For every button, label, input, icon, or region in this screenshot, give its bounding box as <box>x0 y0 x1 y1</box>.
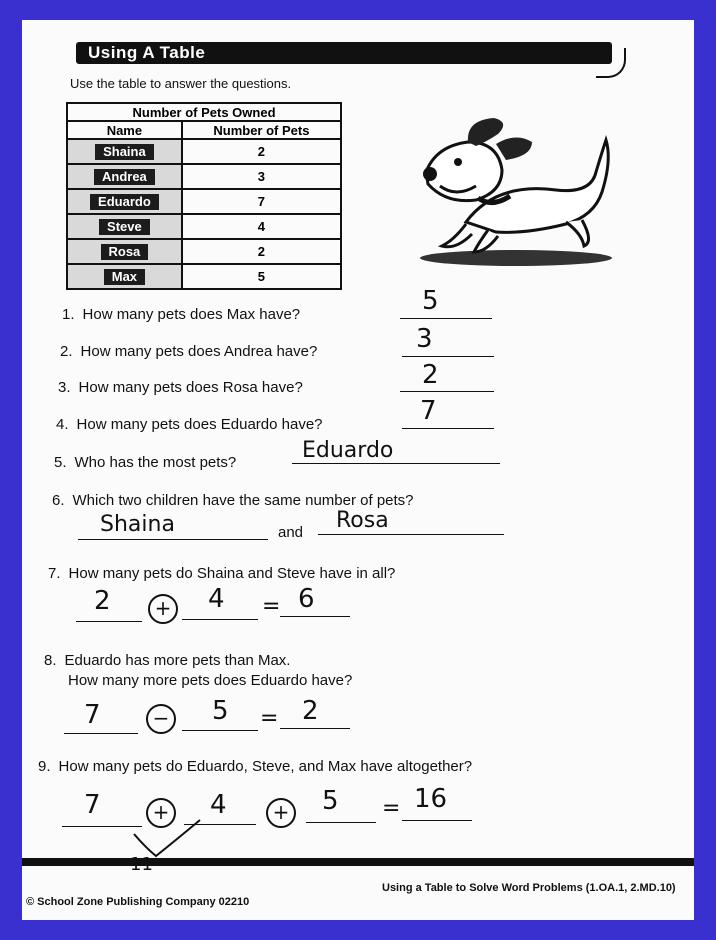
footer-bar <box>22 858 694 866</box>
answer-5: Eduardo <box>302 438 394 463</box>
answer-8c: 2 <box>302 696 319 726</box>
question-9 <box>38 758 472 775</box>
question-number: 4. <box>56 416 69 433</box>
row-name: Steve <box>99 219 150 235</box>
equals-7: = <box>262 594 281 619</box>
equals-8: = <box>260 706 279 731</box>
question-text: How many pets does Rosa have? <box>78 379 303 396</box>
question-text: How many pets does Max have? <box>82 306 301 323</box>
row-pets: 2 <box>182 239 341 264</box>
answer-8a: 7 <box>84 700 101 730</box>
answer-1: 5 <box>422 286 439 316</box>
answer-9d: 16 <box>414 784 448 814</box>
operator-8: − <box>146 704 176 734</box>
table-row <box>67 189 341 214</box>
answer-6a: Shaina <box>100 512 175 537</box>
answer-line-7c[interactable] <box>280 616 350 617</box>
answer-3: 2 <box>422 360 439 390</box>
row-name: Max <box>104 269 145 285</box>
answer-7b: 4 <box>208 584 225 614</box>
topic-label: Using a Table to Solve Word Problems (1.OA.1, 2.MD.10) <box>382 882 676 894</box>
answer-line-3[interactable] <box>400 391 494 392</box>
question-6 <box>52 492 414 509</box>
answer-4: 7 <box>420 396 437 426</box>
answer-8b: 5 <box>212 696 229 726</box>
row-pets: 5 <box>182 264 341 289</box>
table-row <box>67 239 341 264</box>
answer-9c: 5 <box>322 786 339 816</box>
pets-table <box>66 102 342 290</box>
running-dog-illustration <box>406 112 656 282</box>
question-number: 2. <box>60 343 73 360</box>
question-text: How many pets does Andrea have? <box>80 343 318 360</box>
answer-line-9c[interactable] <box>306 822 376 823</box>
title-curl-decoration <box>596 48 626 78</box>
question-text: Who has the most pets? <box>74 454 237 471</box>
answer-line-4[interactable] <box>402 428 494 429</box>
answer-2: 3 <box>416 324 433 354</box>
question-4 <box>56 416 323 433</box>
question-8 <box>44 652 290 669</box>
row-name: Shaina <box>95 144 154 160</box>
table-caption: Number of Pets Owned <box>67 103 341 121</box>
publisher-credit: © School Zone Publishing Company 02210 <box>26 896 250 908</box>
question-3 <box>58 379 303 396</box>
page-title: Using A Table <box>88 43 206 62</box>
answer-7c: 6 <box>298 584 315 614</box>
question-number: 6. <box>52 492 65 509</box>
operator-9a: + <box>146 798 176 828</box>
question-5 <box>54 454 236 471</box>
row-pets: 7 <box>182 189 341 214</box>
and-label: and <box>278 524 304 541</box>
question-number: 9. <box>38 758 51 775</box>
answer-line-6a[interactable] <box>78 539 268 540</box>
worksheet-page <box>22 20 694 920</box>
operator-7: + <box>148 594 178 624</box>
question-8-line-2: How many more pets does Eduardo have? <box>68 672 353 689</box>
answer-line-8a[interactable] <box>64 733 138 734</box>
table-row <box>67 164 341 189</box>
answer-6b: Rosa <box>336 508 389 533</box>
question-1 <box>62 306 300 323</box>
answer-line-1[interactable] <box>400 318 492 319</box>
answer-line-6b[interactable] <box>318 534 504 535</box>
question-number: 5. <box>54 454 67 471</box>
question-text: How many pets does Eduardo have? <box>76 416 323 433</box>
row-name: Rosa <box>101 244 149 260</box>
table-row <box>67 139 341 164</box>
row-pets: 2 <box>182 139 341 164</box>
question-number: 7. <box>48 565 61 582</box>
question-2 <box>60 343 317 360</box>
row-name: Eduardo <box>90 194 159 210</box>
table-row <box>67 214 341 239</box>
row-pets: 3 <box>182 164 341 189</box>
answer-line-7b[interactable] <box>182 619 258 620</box>
instructions: Use the table to answer the questions. <box>70 76 292 91</box>
question-text: Which two children have the same number of pets? <box>72 492 414 509</box>
row-name: Andrea <box>94 169 155 185</box>
answer-line-2[interactable] <box>402 356 494 357</box>
question-text: Eduardo has more pets than Max. <box>64 652 291 669</box>
answer-line-8c[interactable] <box>280 728 350 729</box>
table-row <box>67 264 341 289</box>
answer-7a: 2 <box>94 586 111 616</box>
row-pets: 4 <box>182 214 341 239</box>
operator-9b: + <box>266 798 296 828</box>
answer-line-7a[interactable] <box>76 621 142 622</box>
question-7 <box>48 565 395 582</box>
answer-line-5[interactable] <box>292 463 500 464</box>
question-number: 3. <box>58 379 71 396</box>
equals-9: = <box>382 796 401 821</box>
answer-line-9d[interactable] <box>402 820 472 821</box>
question-text: How many pets do Eduardo, Steve, and Max have altogether? <box>58 758 473 775</box>
question-number: 8. <box>44 652 57 669</box>
col-header-pets: Number of Pets <box>182 121 341 139</box>
answer-9b: 4 <box>210 790 227 820</box>
question-text: How many pets do Shaina and Steve have in all? <box>68 565 396 582</box>
col-header-name: Name <box>67 121 182 139</box>
title-bar <box>76 42 612 64</box>
question-number: 1. <box>62 306 75 323</box>
answer-line-8b[interactable] <box>182 730 258 731</box>
answer-9a: 7 <box>84 790 101 820</box>
